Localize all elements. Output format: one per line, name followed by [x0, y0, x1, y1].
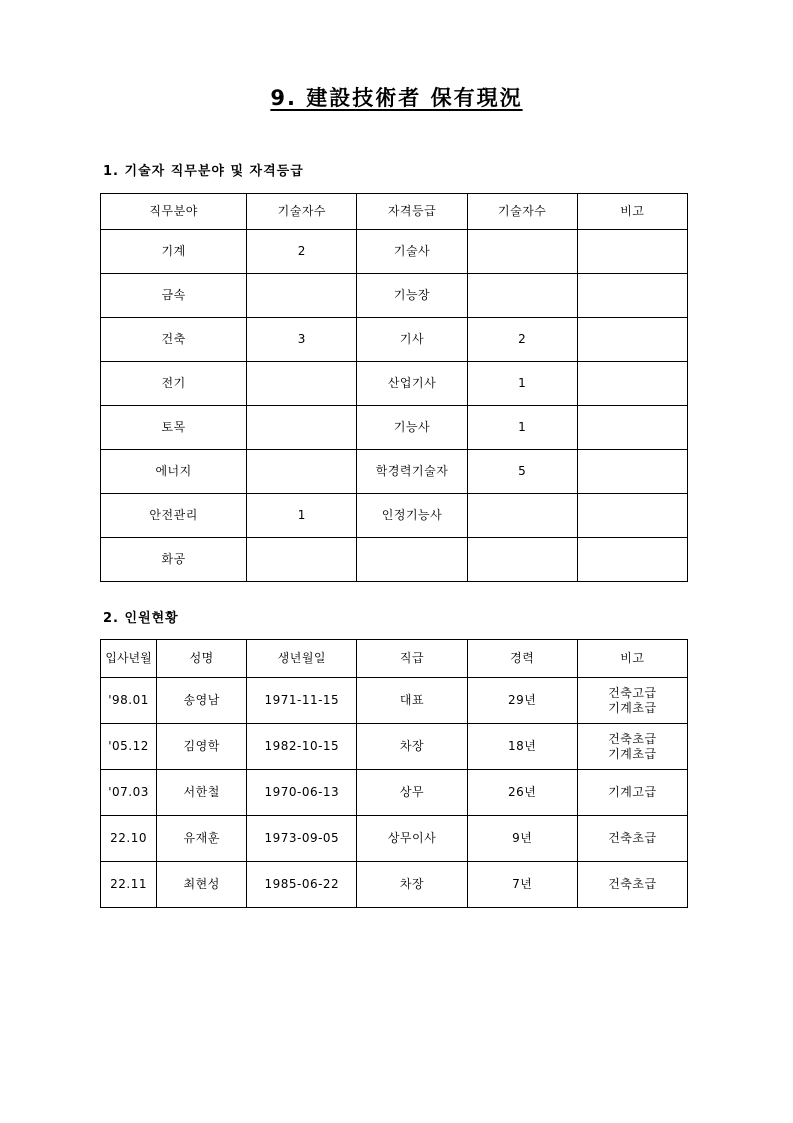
- table-cell: [467, 274, 577, 318]
- table-row: [101, 318, 688, 362]
- table-cell: 22.10: [101, 816, 157, 862]
- table-cell: 상무: [357, 770, 467, 816]
- header-cell: 생년월일: [247, 640, 357, 678]
- table-cell: 최현성: [157, 862, 247, 908]
- section2-heading: 2. 인원현황: [103, 611, 179, 626]
- table-cell: 7년: [467, 862, 577, 908]
- table-cell: [247, 362, 357, 406]
- table-cell: [577, 362, 687, 406]
- table-cell: 기사: [357, 318, 467, 362]
- table-cell: 안전관리: [101, 494, 247, 538]
- header-cell: 경력: [467, 640, 577, 678]
- table-cell: [577, 274, 687, 318]
- table-cell: [357, 538, 467, 582]
- table-cell: 3: [247, 318, 357, 362]
- table-cell: [247, 406, 357, 450]
- table-row: [101, 770, 688, 816]
- table-cell: 전기: [101, 362, 247, 406]
- table-row: [101, 724, 688, 770]
- table-cell: 차장: [357, 724, 467, 770]
- personnel-table: [100, 639, 688, 908]
- table-cell: [577, 318, 687, 362]
- table-row: [101, 494, 688, 538]
- header-cell: 성명: [157, 640, 247, 678]
- table-row: [101, 450, 688, 494]
- table-cell: [467, 494, 577, 538]
- table-cell: 1985-06-22: [247, 862, 357, 908]
- header-cell: 직급: [357, 640, 467, 678]
- table-cell: [247, 274, 357, 318]
- table-cell: [577, 538, 687, 582]
- table-cell: 상무이사: [357, 816, 467, 862]
- header-cell: 입사년월: [101, 640, 157, 678]
- table-cell: 학경력기술자: [357, 450, 467, 494]
- table-cell: 인정기능사: [357, 494, 467, 538]
- table-cell: 김영학: [157, 724, 247, 770]
- header-cell: 기술자수: [247, 194, 357, 230]
- table-cell: 건축: [101, 318, 247, 362]
- table-cell: '05.12: [101, 724, 157, 770]
- table-cell: 토목: [101, 406, 247, 450]
- table-cell: 기계고급: [577, 770, 687, 816]
- table-row: [101, 862, 688, 908]
- table-cell: 1982-10-15: [247, 724, 357, 770]
- table-cell: 1: [247, 494, 357, 538]
- table-cell: 기술사: [357, 230, 467, 274]
- table-cell: 26년: [467, 770, 577, 816]
- table-cell: 기능장: [357, 274, 467, 318]
- table-cell: 9년: [467, 816, 577, 862]
- table-cell: 송영남: [157, 678, 247, 724]
- table-row: [101, 678, 688, 724]
- table-cell: 5: [467, 450, 577, 494]
- table-cell: 서한철: [157, 770, 247, 816]
- table-cell: [467, 538, 577, 582]
- table-cell: 건축초급: [577, 862, 687, 908]
- header-cell: 기술자수: [467, 194, 577, 230]
- table-row: [101, 274, 688, 318]
- table-row: [101, 362, 688, 406]
- table-cell: 건축초급 기계초급: [577, 724, 687, 770]
- qualification-table: [100, 193, 688, 582]
- table-cell: 1: [467, 406, 577, 450]
- table-row: [101, 538, 688, 582]
- table-cell: [577, 230, 687, 274]
- header-cell: 비고: [577, 640, 687, 678]
- table-cell: 에너지: [101, 450, 247, 494]
- table-cell: 29년: [467, 678, 577, 724]
- table-cell: [247, 450, 357, 494]
- table-cell: 건축초급: [577, 816, 687, 862]
- table-cell: 1: [467, 362, 577, 406]
- table-cell: 기능사: [357, 406, 467, 450]
- table-cell: [247, 538, 357, 582]
- table-row: [101, 816, 688, 862]
- table-cell: 금속: [101, 274, 247, 318]
- table-header-row: [101, 194, 688, 230]
- table-cell: 1970-06-13: [247, 770, 357, 816]
- section1-heading: 1. 기술자 직무분야 및 자격등급: [103, 164, 304, 179]
- header-cell: 자격등급: [357, 194, 467, 230]
- table-cell: 산업기사: [357, 362, 467, 406]
- table-row: [101, 230, 688, 274]
- table-cell: 2: [467, 318, 577, 362]
- table-cell: 건축고급 기계초급: [577, 678, 687, 724]
- table-cell: 1973-09-05: [247, 816, 357, 862]
- table-cell: 22.11: [101, 862, 157, 908]
- table-cell: '98.01: [101, 678, 157, 724]
- table-cell: 기계: [101, 230, 247, 274]
- table-cell: '07.03: [101, 770, 157, 816]
- table-cell: [577, 406, 687, 450]
- table-cell: [577, 494, 687, 538]
- table-cell: 18년: [467, 724, 577, 770]
- table-cell: 차장: [357, 862, 467, 908]
- table-cell: 대표: [357, 678, 467, 724]
- table-cell: 1971-11-15: [247, 678, 357, 724]
- page-title-text: 9. 建設技術者 保有現況: [270, 86, 523, 110]
- table-cell: [467, 230, 577, 274]
- table-cell: [577, 450, 687, 494]
- page-title: [0, 82, 793, 112]
- table-cell: 화공: [101, 538, 247, 582]
- header-cell: 비고: [577, 194, 687, 230]
- table-row: [101, 406, 688, 450]
- table-cell: 2: [247, 230, 357, 274]
- table-header-row: [101, 640, 688, 678]
- header-cell: 직무분야: [101, 194, 247, 230]
- table-cell: 유재훈: [157, 816, 247, 862]
